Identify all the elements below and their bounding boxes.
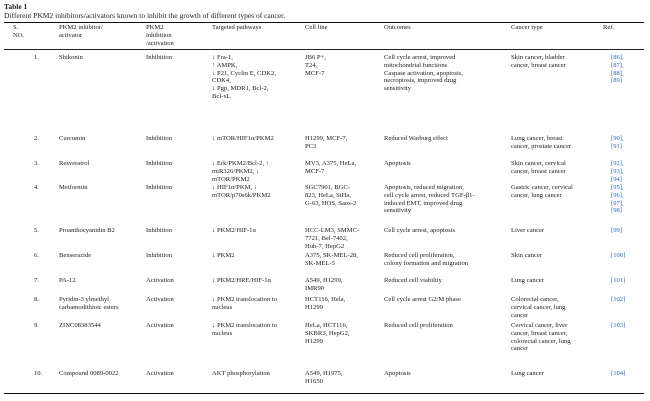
cell-ref — [611, 252, 625, 260]
cell-ref — [611, 370, 625, 378]
header-pathway: Targeted pathways — [212, 24, 262, 31]
cell-agent: Benserazide — [59, 252, 92, 259]
cell-outcome: Cell cycle arrest, improved mitochondrial functions Caspase activation, apoptosis, necroptosis, improved drug sensitivity — [384, 54, 464, 93]
cell-agent: Resveratrol — [59, 160, 90, 167]
cell-role: Activation — [146, 370, 174, 377]
cell-outcome: Reduced cell viability — [384, 277, 442, 284]
cell-cancer: Lung cancer — [511, 370, 544, 377]
reference-link[interactable]: [104] — [611, 370, 626, 377]
cell-ref — [611, 184, 624, 215]
cell-role: Inhibition — [146, 227, 173, 234]
reference-link[interactable]: [92], — [611, 160, 624, 167]
cell-ref — [611, 160, 624, 183]
header-ref: Ref. — [603, 24, 615, 31]
cell-agent: Curcumin — [59, 135, 86, 142]
cell-line: A549, H1975, H1650 — [305, 370, 343, 385]
cell-outcome: Reduced cell proliferation, colony formation and migration — [384, 252, 469, 267]
header-cell-line: Cell line — [305, 24, 328, 31]
top-rule — [4, 22, 644, 23]
header-role: PKM2 inhibition /activation — [146, 24, 174, 47]
cell-pathway: ↓ PKM2/HRE/HIF-1α — [212, 277, 271, 284]
cell-line: SGC7901, BGC- 823, HeLa, SiHa, G-63, HOS, Saos-2 — [305, 184, 357, 207]
cell-cancer: Liver cancer — [511, 227, 545, 234]
cell-no: 5. — [34, 227, 39, 234]
cell-agent: Pyridin-3 ylmethyl carbamodithioic esters — [59, 296, 119, 311]
cell-pathway: ↓ PKM2 translocation to nucleus — [212, 296, 278, 311]
cell-ref — [611, 135, 624, 151]
cell-ref — [611, 54, 624, 85]
cell-no: 4. — [34, 184, 39, 191]
reference-link[interactable]: [102] — [611, 296, 626, 303]
cell-role: Inhibition — [146, 160, 173, 167]
reference-link[interactable]: [89] — [611, 77, 622, 85]
reference-link[interactable]: [86], — [611, 54, 624, 61]
reference-link[interactable]: [103] — [611, 322, 626, 329]
cell-outcome: Apoptosis, reduced migration, cell cycle arrest, reduced TGF-β1- induced EMT, improved drug sensitivity — [384, 184, 475, 215]
cell-role: Activation — [146, 277, 174, 284]
cell-no: 10. — [34, 370, 43, 377]
reference-link[interactable]: [98] — [611, 207, 622, 215]
cell-agent: Proanthocyanidin B2 — [59, 227, 115, 234]
cell-outcome: Reduced cell proliferation — [384, 322, 453, 329]
header-outcome: Outcomes — [384, 24, 411, 31]
table-label: Table 1 — [4, 2, 28, 11]
header-rule — [4, 49, 644, 50]
cell-no: 2. — [34, 135, 39, 142]
cell-line: A375, SK-MEL-28, SK-MEL-5 — [305, 252, 358, 267]
cell-outcome: Cell cycle arrest G2/M phase — [384, 296, 461, 303]
cell-cancer: Skin cancer, cervical cancer, breast cancer — [511, 160, 566, 175]
cell-cancer: Lung cancer — [511, 277, 544, 284]
cell-line: A549, H1299, IMR90 — [305, 277, 343, 292]
cell-no: 9. — [34, 322, 39, 329]
reference-link[interactable]: [87], — [611, 61, 624, 69]
reference-link[interactable]: [96], — [611, 191, 624, 199]
cell-pathway: AKT phosphorylation — [212, 370, 270, 377]
reference-link[interactable]: [95], — [611, 184, 624, 191]
cell-pathway: ↓ PKM2 translocation to nucleus — [212, 322, 278, 337]
cell-agent: PA-12 — [59, 277, 76, 284]
cell-agent: Compound 0089-0022 — [59, 370, 119, 377]
cell-no: 1. — [34, 54, 39, 61]
cell-cancer: Gastric cancer, cervical cancer, lung cancer — [511, 184, 573, 199]
cell-agent: ZINC08383544 — [59, 322, 101, 329]
cell-cancer: Skin cancer — [511, 252, 542, 259]
cell-outcome: Cell cycle arrest, apoptosis — [384, 227, 456, 234]
header-agent: PKM2 inhibitor/ activator — [59, 24, 103, 39]
reference-link[interactable]: [99] — [611, 227, 622, 234]
cell-agent: Shikonin — [59, 54, 83, 61]
cell-line: HeLa, HCT116, SKBR3, HepG2, H1299 — [305, 322, 350, 345]
cell-no: 8. — [34, 296, 39, 303]
cell-ref — [611, 277, 625, 285]
cell-cancer: Colorectal cancer, cervical cancer, lung cancer — [511, 296, 566, 319]
cell-line: HCC-LM3, SMMC- 7721, Bel-7402, Huh-7, HepG2 — [305, 227, 360, 250]
cell-no: 6. — [34, 252, 39, 259]
cell-line: H1299, MCF-7, PC3 — [305, 135, 348, 150]
cell-pathway: ↓ mTOR/HIF1α/PKM2 — [212, 135, 274, 142]
cell-role: Activation — [146, 296, 174, 303]
cell-ref — [611, 296, 625, 304]
cell-outcome: Apoptosis — [384, 160, 411, 167]
cell-ref — [611, 322, 625, 330]
reference-link[interactable]: [93], — [611, 167, 624, 175]
reference-link[interactable]: [97], — [611, 199, 624, 207]
cell-line: HCT116, Hela, H1299 — [305, 296, 346, 311]
cell-pathway: ↓ HIF1α/PKM, ↓ mTOR/p70s6k/PKM2 — [212, 184, 271, 199]
reference-link[interactable]: [101] — [611, 277, 626, 284]
cell-agent: Metformin — [59, 184, 88, 191]
reference-link[interactable]: [91] — [611, 142, 622, 150]
bottom-rule — [4, 393, 644, 394]
cell-outcome: Reduced Warburg effect — [384, 135, 448, 142]
table-title: Different PKM2 inhibitors/activators known to inhibit the growth of different types of cancer. — [4, 11, 286, 20]
table-caption — [4, 2, 644, 20]
cell-role: Inhibition — [146, 184, 173, 191]
cell-role: Inhibition — [146, 135, 173, 142]
cell-line: JB6 P+, T24, MCF-7 — [305, 54, 326, 77]
cell-cancer: Skin cancer, bladder cancer, breast cancer — [511, 54, 566, 69]
reference-link[interactable]: [90], — [611, 135, 624, 142]
cell-outcome: Apoptosis — [384, 370, 411, 377]
cell-no: 3. — [34, 160, 39, 167]
cell-pathway: ↓ Erk/PKM2/Bcl-2, ↑ miR326/PKM2, ↓ mTOR/PKM2 — [212, 160, 269, 183]
cell-cancer: Lung cancer, breast cancer, prostate cancer — [511, 135, 571, 150]
reference-link[interactable]: [94] — [611, 175, 622, 183]
cell-pathway: ↓ PKM2 — [212, 252, 235, 259]
cell-ref — [611, 227, 622, 235]
cell-cancer: Cervical cancer, liver cancer, breast cancer, colorectal cancer, lung cancer — [511, 322, 571, 353]
cell-pathway: ↓ PKM2/HIF-1α — [212, 227, 256, 234]
cell-role: Activation — [146, 322, 174, 329]
reference-link[interactable]: [88], — [611, 69, 624, 77]
cell-role: Inhibition — [146, 54, 173, 61]
cell-role: Inhibition — [146, 252, 173, 259]
cell-no: 7. — [34, 277, 39, 284]
cell-pathway: ↓ Fra-1, ↑ AMPK, ↓ P21, Cyclin E, CDK2, CDK4, ↓ Pgp, MDR1, Bcl-2, Bcl-xL — [212, 54, 276, 100]
reference-link[interactable]: [100] — [611, 252, 626, 259]
cell-line: MV3, A375, HeLa, MCF-7 — [305, 160, 357, 175]
header-no: S. NO. — [13, 24, 25, 39]
header-cancer: Cancer type — [511, 24, 543, 31]
